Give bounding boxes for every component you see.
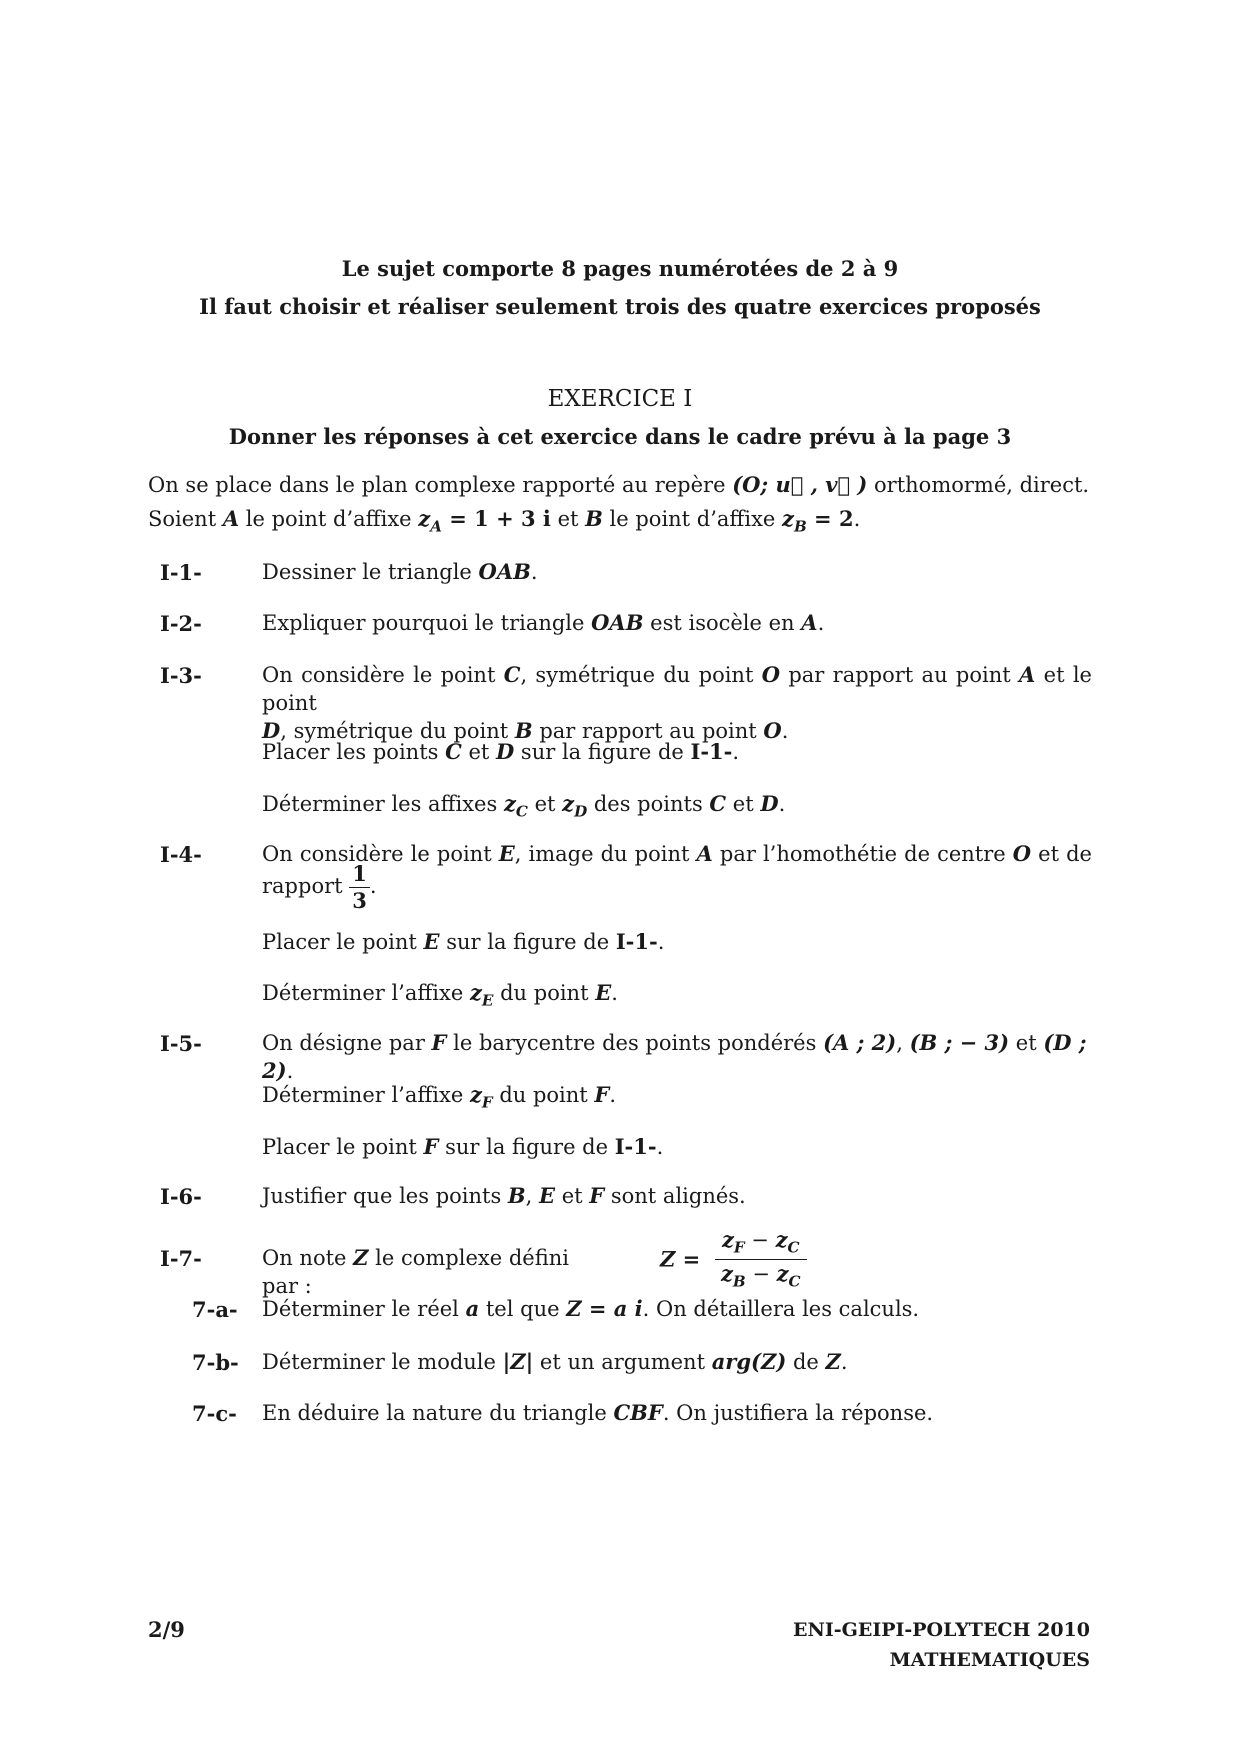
- question-4-text-line2: rapport $\frac{1}{3}$ .: [262, 861, 377, 914]
- question-label-7: I-7-: [160, 1246, 202, 1271]
- question-4-text-line1: On considère le point E, image du point A par l’homothétie de centre O et de: [262, 841, 1092, 866]
- formula-denominator: $z_B - z_C$: [720, 1260, 801, 1290]
- footer-exam-name: ENI-GEIPI-POLYTECH 2010: [792, 1619, 1090, 1641]
- z-formula: [660, 1228, 807, 1290]
- header-instructions: Il faut choisir et réaliser seulement trois des quatre exercices proposés: [199, 294, 1041, 319]
- question-5-affix: Déterminer l’affixe $z_F$ du point F.: [262, 1082, 617, 1112]
- question-label-7b: 7-b-: [192, 1350, 239, 1375]
- header-page-count: Le sujet comporte 8 pages numérotées de 2 à 9: [341, 256, 899, 281]
- formula-fraction: [715, 1228, 807, 1290]
- frame-notation: (O; u⃗ , v⃗ ): [732, 472, 868, 497]
- question-5-place: Placer le point F sur la figure de I-1-.: [262, 1134, 664, 1159]
- question-4-place: Placer le point E sur la figure de I-1-.: [262, 929, 665, 954]
- question-2-text: Expliquer pourquoi le triangle OAB est isocèle en A.: [262, 610, 825, 635]
- question-label-1: I-1-: [160, 560, 202, 585]
- question-label-2: I-2-: [160, 611, 202, 636]
- question-label-3: I-3-: [160, 663, 202, 688]
- question-label-7c: 7-c-: [192, 1401, 237, 1426]
- intro-line-2: Soient A le point d’affixe $z_A = 1 + 3$ i et B le point d’affixe $z_B = 2$.: [148, 506, 861, 536]
- question-4-affix: Déterminer l’affixe $z_E$ du point E.: [262, 980, 618, 1010]
- question-6-text: Justifier que les points B, E et F sont alignés.: [262, 1183, 746, 1208]
- intro-line-1: On se place dans le plan complexe rapporté au repère (O; u⃗ , v⃗ ) orthomormé, direct.: [148, 472, 1090, 497]
- exercise-title: EXERCICE I: [547, 386, 693, 412]
- question-3-place: Placer les points C et D sur la figure de I-1-.: [262, 739, 740, 764]
- question-label-6: I-6-: [160, 1184, 202, 1209]
- ratio-fraction: $\frac{1}{3}$: [349, 862, 370, 913]
- footer-subject: MATHEMATIQUES: [889, 1649, 1090, 1671]
- question-5-text: On désigne par F le barycentre des points pondérés (A ; 2), (B ; − 3) et (D ; 2).: [262, 1030, 1087, 1083]
- question-label-7a: 7-a-: [192, 1297, 238, 1322]
- question-1-text: Dessiner le triangle OAB.: [262, 559, 538, 584]
- question-7b-text: Déterminer le module |Z| et un argument arg(Z) de Z.: [262, 1349, 848, 1374]
- question-7c-text: En déduire la nature du triangle CBF. On justifiera la réponse.: [262, 1400, 934, 1425]
- formula-numerator: $z_F - z_C$: [715, 1228, 807, 1260]
- question-3-text: On considère le point C, symétrique du point O par rapport au point A et le point D, symétrique du point B par rapport au point O.: [262, 662, 1092, 743]
- page-number: 2/9: [148, 1617, 185, 1642]
- question-7-text: On note Z le complexe défini par :: [262, 1245, 569, 1298]
- question-7a-text: Déterminer le réel a tel que Z = a i. On détaillera les calculs.: [262, 1296, 920, 1321]
- question-label-5: I-5-: [160, 1031, 202, 1056]
- question-3-affixes: Déterminer les affixes $z_C$ et $z_D$ des points C et D.: [262, 791, 786, 821]
- footer-exam-info: [793, 1615, 1090, 1675]
- exercise-instruction: Donner les réponses à cet exercice dans le cadre prévu à la page 3: [228, 424, 1012, 449]
- question-label-4: I-4-: [160, 842, 202, 867]
- formula-lhs: Z =: [660, 1246, 701, 1272]
